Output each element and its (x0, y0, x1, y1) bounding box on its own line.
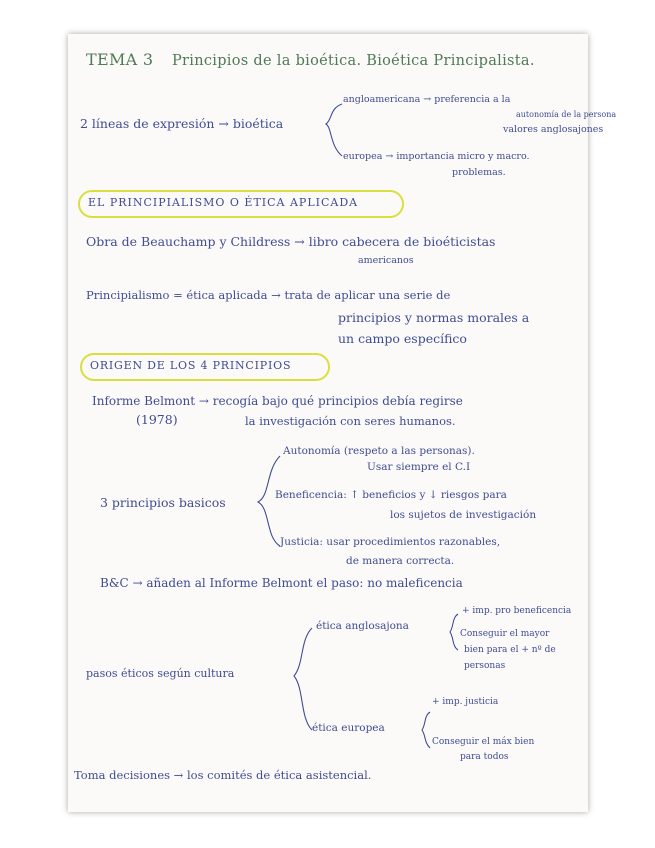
autonomia-2: Usar siempre el C.I (367, 461, 471, 473)
europea-sub-3: para todos (460, 752, 509, 762)
principialismo-line-3: un campo específico (338, 331, 467, 346)
final-line: Toma decisiones → los comités de ética asistencial. (74, 768, 372, 782)
branch-american-3: valores anglosajones (503, 124, 604, 135)
basicos-label: 3 principios basicos (100, 495, 226, 510)
bc-line: B&C → añaden al Informe Belmont el paso: no maleficencia (100, 576, 463, 590)
branch-american-1: angloamericana → preferencia a la (343, 94, 511, 105)
justicia-1: Justicia: usar procedimientos razonables, (280, 536, 501, 548)
anglo-sub-3: bien para el + nº de (464, 645, 556, 655)
obra-line-2: americanos (358, 255, 414, 266)
branch-american-2: autonomía de la persona (516, 110, 617, 119)
tema-label: TEMA 3 (86, 50, 154, 69)
justicia-2: de manera correcta. (346, 555, 455, 567)
beneficencia-1: Beneficencia: ↑ beneficios y ↓ riesgos para (275, 489, 507, 501)
principialismo-line-2: principios y normas morales a (338, 310, 530, 325)
obra-line-1: Obra de Beauchamp y Childress → libro cabecera de bioéticistas (86, 234, 496, 249)
pasos-label: pasos éticos según cultura (86, 667, 235, 680)
informe-year: (1978) (136, 412, 178, 427)
branch-european-2: problemas. (452, 167, 506, 178)
branch-european-1: europea → importancia micro y macro. (343, 151, 530, 162)
anglo-sub-4: personas (464, 661, 506, 671)
section1-heading: EL PRINCIPIALISMO O ÉTICA APLICADA (88, 196, 359, 209)
europea-label: ética europea (312, 722, 385, 734)
page-title: Principios de la bioética. Bioética Principalista. (172, 53, 535, 69)
anglosajona-label: ética anglosajona (316, 620, 409, 632)
intro-line: 2 líneas de expresión → bioética (80, 116, 284, 131)
anglo-sub-1: + imp. pro beneficencia (462, 606, 572, 616)
informe-line-2: la investigación con seres humanos. (245, 414, 456, 428)
beneficencia-2: los sujetos de investigación (390, 509, 537, 521)
europea-sub-2: Conseguir el máx bien (432, 737, 535, 747)
autonomia-1: Autonomía (respeto a las personas). (283, 445, 475, 457)
europea-sub-1: + imp. justicia (432, 697, 499, 707)
informe-line-1: Informe Belmont → recogía bajo qué principios debía regirse (92, 394, 463, 408)
section2-heading: ORIGEN DE LOS 4 PRINCIPIOS (90, 359, 292, 372)
anglo-sub-2: Conseguir el mayor (460, 629, 550, 639)
principialismo-line-1: Principialismo = ética aplicada → trata de aplicar una serie de (86, 288, 451, 302)
